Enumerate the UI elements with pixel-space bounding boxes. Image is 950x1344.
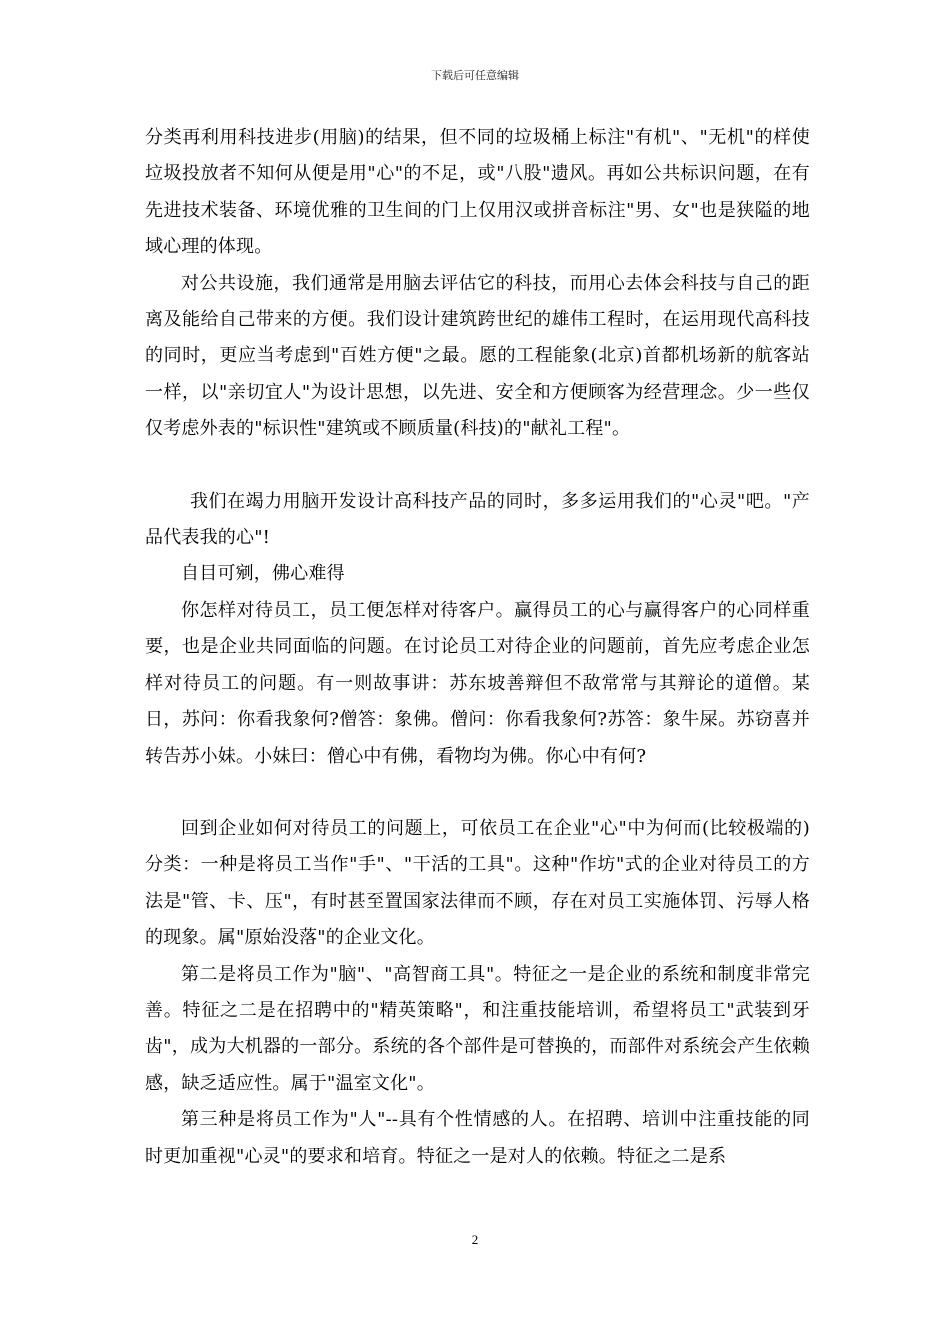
paragraph-3: 我们在竭力用脑开发设计高科技产品的同时，多多运用我们的"心灵"吧。"产品代表我的心"! (145, 490, 810, 549)
section-heading: 自目可剜，佛心难得 (181, 563, 345, 585)
paragraph-6: 第二是将员工作为"脑"、"高智商工具"。特征之一是企业的系统和制度非常完善。特征之二是在招聘中的"精英策略"，和注重技能培训，希望将员工"武装到牙齿"，成为大机器的一部分。系统的各个部件是可替换的，而部件对系统会产生依赖感，缺乏适应性。属于"温室文化"。 (145, 963, 810, 1094)
paragraph-7: 第三种是将员工作为"人"--具有个性情感的人。在招聘、培训中注重技能的同时更加重视"心灵"的要求和培育。特征之一是对人的依赖。特征之二是系 (145, 1109, 810, 1167)
header-note: 下载后可任意编辑 (431, 69, 519, 82)
paragraph-4: 你怎样对待员工，员工便怎样对待客户。赢得员工的心与赢得客户的心同样重要，也是企业共同面临的问题。在讨论员工对待企业的问题前，首先应考虑企业怎样对待员工的问题。有一则故事讲：苏东坡善辩但不敌常常与其辩论的道僧。某日，苏问：你看我象何?僧答：象佛。僧问：你看我象何?苏答：象牛屎。苏窃喜并转告苏小妹。小妹曰：僧心中有佛，看物均为佛。你心中有何? (145, 599, 810, 767)
paragraph-5: 回到企业如何对待员工的问题上，可依员工在企业"心"中为何而(比较极端的)分类：一种是将员工当作"手"、"干活的工具"。这种"作坊"式的企业对待员工的方法是"管、卡、压"，有时甚至置国家法律而不顾，存在对员工实施体罚、污辱人格的现象。属"原始没落"的企业文化。 (145, 817, 810, 949)
paragraph-1: 分类再利用科技进步(用脑)的结果，但不同的垃圾桶上标注"有机"、"无机"的样使垃圾投放者不知何从便是用"心"的不足，或"八股"遗风。再如公共标识问题，在有先进技术装备、环境优雅的卫生间的门上仅用汉或拼音标注"男、女"也是狭隘的地域心理的体现。 (145, 127, 810, 258)
paragraph-2: 对公共设施，我们通常是用脑去评估它的科技，而用心去体会科技与自己的距离及能给自己带来的方便。我们设计建筑跨世纪的雄伟工程时，在运用现代高科技的同时，更应当考虑到"百姓方便"之最。愿的工程能象(北京)首都机场新的航客站一样，以"亲切宜人"为设计思想，以先进、安全和方便顾客为经营理念。少一些仅仅考虑外表的"标识性"建筑或不顾质量(科技)的"献礼工程"。 (145, 272, 810, 440)
page-number: 2 (471, 1232, 479, 1247)
body-text (145, 120, 810, 1175)
